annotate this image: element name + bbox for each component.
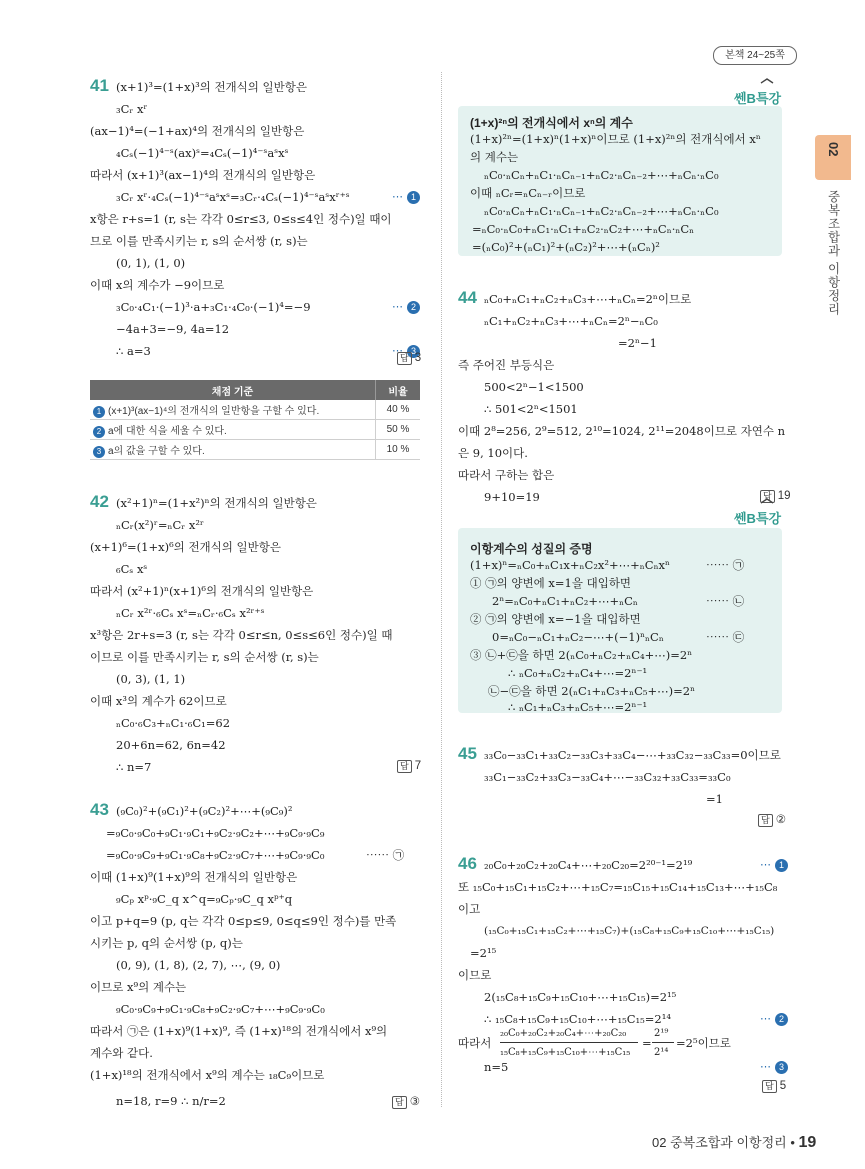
p41-line: (x+1)³=(1+x)³의 전개식의 일반항은 <box>116 80 307 94</box>
p46-line: ∴ ₁₅C₈+₁₅C₉+₁₅C₁₀+⋯+₁₅C₁₅=2¹⁴ <box>484 1012 671 1026</box>
grading-header-rate: 비율 <box>376 380 421 400</box>
box2-line: ① ㉠의 양변에 x=1을 대입하면 <box>470 576 632 590</box>
p43-tag: ⋯⋯ ㉠ <box>366 848 405 862</box>
fraction-bar <box>500 1042 638 1043</box>
p43-line: 이고 p+q=9 (p, q는 각각 0≤p≤9, 0≤q≤9인 정수)를 만족 <box>90 914 397 928</box>
problem-number-41: 41 <box>90 76 109 95</box>
p43-line: 계수와 같다. <box>90 1046 153 1060</box>
box2-tag: ⋯⋯ ㉠ <box>706 558 745 572</box>
box2-line: ③ ㉡+㉢을 하면 2(ₙC₀+ₙC₂+ₙC₄+⋯)=2ⁿ <box>470 648 693 662</box>
problem-number-42: 42 <box>90 492 109 511</box>
step-marker-3: ⋯ 3 <box>392 344 420 358</box>
p41-line: ₃C₀·₄C₁·(−1)³·a+₃C₁·₄C₀·(−1)⁴=−9 <box>116 300 311 314</box>
p41-line: ₃Cᵣ xʳ·₄Cₛ(−1)⁴⁻ˢaˢxˢ=₃Cᵣ·₄Cₛ(−1)⁴⁻ˢaˢxʳ⁺ˢ <box>116 190 350 204</box>
p42-answer: 답 7 <box>397 760 421 773</box>
p41-line: x항은 r+s=1 (r, s는 각각 0≤r≤3, 0≤s≤4인 정수)일 때이 <box>90 212 392 226</box>
p43-line: =₉C₀·₉C₉+₉C₁·₉C₈+₉C₂·₉C₇+⋯+₉C₉·₉C₀ <box>106 848 325 862</box>
p46-line: (₁₅C₀+₁₅C₁+₁₅C₂+⋯+₁₅C₇)+(₁₅C₈+₁₅C₉+₁₅C₁₀+⋯+₁₅C₁₅) <box>484 925 775 937</box>
p44-line: ∴ 501<2ⁿ<1501 <box>484 402 578 416</box>
p44-line: 은 9, 10이다. <box>458 446 528 460</box>
column-divider <box>441 72 442 1107</box>
grading-table <box>90 380 420 460</box>
page-reference: 본책 24~25쪽 <box>713 46 797 65</box>
p44-line: ₙC₁+ₙC₂+ₙC₃+⋯+ₙCₙ=2ⁿ−ₙC₀ <box>484 314 658 328</box>
step-marker-1: ⋯ 1 <box>392 190 420 204</box>
page-number: 19 <box>798 1134 817 1151</box>
p44-line: 9+10=19 <box>484 490 540 504</box>
p43-answer: 답 ③ <box>392 1094 420 1109</box>
box2-line: ② ㉠의 양변에 x=−1을 대입하면 <box>470 612 641 626</box>
box1-line: (1+x)²ⁿ=(1+x)ⁿ(1+x)ⁿ이므로 (1+x)²ⁿ의 전개식에서 xⁿ <box>470 132 761 146</box>
p45-line: ₃₃C₀−₃₃C₁+₃₃C₂−₃₃C₃+₃₃C₄−⋯+₃₃C₃₂−₃₃C₃₃=0이므로 <box>484 748 781 762</box>
p46-line: 2(₁₅C₈+₁₅C₉+₁₅C₁₀+⋯+₁₅C₁₅)=2¹⁵ <box>484 990 677 1004</box>
p44-line: 즉 주어진 부등식은 <box>458 358 555 372</box>
box2-line: 2ⁿ=ₙC₀+ₙC₁+ₙC₂+⋯+ₙCₙ <box>492 594 638 608</box>
grading-header-criteria: 채점 기준 <box>90 380 376 400</box>
p43-line: (₉C₀)²+(₉C₁)²+(₉C₂)²+⋯+(₉C₉)² <box>116 804 293 818</box>
p42-line: 20+6n=62, 6n=42 <box>116 738 226 752</box>
box1-line: ₙC₀·ₙCₙ+ₙC₁·ₙCₙ₋₁+ₙC₂·ₙCₙ₋₂+⋯+ₙCₙ·ₙC₀ <box>484 168 719 182</box>
p42-line: 따라서 (x²+1)ⁿ(x+1)⁶의 전개식의 일반항은 <box>90 584 314 598</box>
p44-line: 이때 2⁸=256, 2⁹=512, 2¹⁰=1024, 2¹¹=2048이므로 자연수 n <box>458 424 786 438</box>
box1-line: =(ₙC₀)²+(ₙC₁)²+(ₙC₂)²+⋯+(ₙCₙ)² <box>472 240 660 254</box>
box2-line: 0=ₙC₀−ₙC₁+ₙC₂−⋯+(−1)ⁿₙCₙ <box>492 630 664 644</box>
p41-line: (0, 1), (1, 0) <box>116 256 186 270</box>
page-footer: 02 중복조합과 이항정리 • 19 <box>652 1134 817 1151</box>
p45-line: =1 <box>706 792 723 806</box>
p43-line: 따라서 ㉠은 (1+x)⁹(1+x)⁹, 즉 (1+x)¹⁸의 전개식에서 x⁹의 <box>90 1024 388 1038</box>
fraction-bar <box>652 1042 674 1043</box>
grading-row: 3 a의 값을 구할 수 있다. 10 % <box>90 440 420 460</box>
p45-answer: 답 ② <box>758 812 786 827</box>
box2-line: ∴ ₙC₁+ₙC₃+ₙC₅+⋯=2ⁿ⁻¹ <box>508 700 648 714</box>
p43-line: 이므로 x⁹의 계수는 <box>90 980 187 994</box>
p46-equals: = <box>642 1036 652 1050</box>
box2-line: ㉡−㉢을 하면 2(ₙC₁+ₙC₃+ₙC₅+⋯)=2ⁿ <box>488 684 696 698</box>
p41-line: (ax−1)⁴=(−1+ax)⁴의 전개식의 일반항은 <box>90 124 305 138</box>
p43-line: (1+x)¹⁸의 전개식에서 x⁹의 계수는 ₁₈C₉이므로 <box>90 1068 325 1082</box>
p42-line: ₙCᵣ(x²)ʳ=ₙCᵣ x²ʳ <box>116 518 204 532</box>
p41-answer: 답 3 <box>397 352 421 365</box>
p42-line: ∴ n=7 <box>116 760 152 774</box>
special-label: 쎈B특강 <box>734 511 782 526</box>
p46-answer: 답 5 <box>762 1080 786 1093</box>
p46-line: 이고 <box>458 902 481 916</box>
p42-line: ₆Cₛ xˢ <box>116 562 148 576</box>
problem-number-46: 46 <box>458 854 477 873</box>
box1-line: ₙC₀·ₙCₙ+ₙC₁·ₙCₙ₋₁+ₙC₂·ₙCₙ₋₂+⋯+ₙCₙ·ₙC₀ <box>484 204 719 218</box>
p44-line: ₙC₀+ₙC₁+ₙC₂+ₙC₃+⋯+ₙCₙ=2ⁿ이므로 <box>484 292 692 306</box>
p46-line: =2¹⁵ <box>470 946 497 960</box>
p41-line: ∴ a=3 <box>116 344 151 358</box>
p44-line: =2ⁿ−1 <box>618 336 657 350</box>
p43-line: ₉C₀·₉C₉+₉C₁·₉C₈+₉C₂·₉C₇+⋯+₉C₉·₉C₀ <box>116 1002 325 1016</box>
p41-line: −4a+3=−9, 4a=12 <box>116 322 230 336</box>
box1-line: 의 계수는 <box>470 150 519 164</box>
caret-icon <box>760 78 774 84</box>
p43-line: ₉Cₚ xᵖ·₉C_q x^q=₉Cₚ·₉C_q xᵖ⁺q <box>116 892 293 906</box>
box1-line: 이때 ₙCᵣ=ₙCₙ₋ᵣ이므로 <box>470 186 586 200</box>
p46-fraction-numerator: ₂₀C₀+₂₀C₂+₂₀C₄+⋯+₂₀C₂₀ <box>500 1028 627 1039</box>
step-marker-2: ⋯ 2 <box>760 1012 788 1026</box>
p41-line: ₄Cₛ(−1)⁴⁻ˢ(ax)ˢ=₄Cₛ(−1)⁴⁻ˢaˢxˢ <box>116 146 289 160</box>
p42-line: x³항은 2r+s=3 (r, s는 각각 0≤r≤n, 0≤s≤6인 정수)일 때 <box>90 628 393 642</box>
box2-line: (1+x)ⁿ=ₙC₀+ₙC₁x+ₙC₂x²+⋯+ₙCₙxⁿ <box>470 558 671 572</box>
p42-line: 이므로 이를 만족시키는 r, s의 순서쌍 (r, s)는 <box>90 650 319 664</box>
p46-fraction2-denominator: 2¹⁴ <box>654 1047 669 1058</box>
problem-number-43: 43 <box>90 800 109 819</box>
p43-line: 이때 (1+x)⁹(1+x)⁹의 전개식의 일반항은 <box>90 870 298 884</box>
p46-line: 이므로 <box>458 968 492 982</box>
special-box-2-title: 이항계수의 성질의 증명 <box>470 542 593 556</box>
p42-line: (0, 3), (1, 1) <box>116 672 186 686</box>
p46-line: ₂₀C₀+₂₀C₂+₂₀C₄+⋯+₂₀C₂₀=2²⁰⁻¹=2¹⁹ <box>484 858 693 872</box>
box1-line: =ₙC₀·ₙC₀+ₙC₁·ₙC₁+ₙC₂·ₙC₂+⋯+ₙCₙ·ₙCₙ <box>472 222 695 236</box>
p41-line: ₃Cᵣ xʳ <box>116 102 148 116</box>
p43-line: =₉C₀·₉C₀+₉C₁·₉C₁+₉C₂·₉C₂+⋯+₉C₉·₉C₉ <box>106 826 325 840</box>
p46-line: 또 ₁₅C₀+₁₅C₁+₁₅C₂+⋯+₁₅C₇=₁₅C₁₅+₁₅C₁₄+₁₅C₁₃+⋯+₁₅C₈ <box>458 880 778 894</box>
p42-line: (x²+1)ⁿ=(1+x²)ⁿ의 전개식의 일반항은 <box>116 496 317 510</box>
p46-fraction2-numerator: 2¹⁹ <box>654 1028 669 1039</box>
grading-row: 1 (x+1)³(ax−1)⁴의 전개식의 일반항을 구할 수 있다. 40 % <box>90 400 420 420</box>
p43-line: 시키는 p, q의 순서쌍 (p, q)는 <box>90 936 243 950</box>
p45-line: ₃₃C₁−₃₃C₂+₃₃C₃−₃₃C₄+⋯−₃₃C₃₂+₃₃C₃₃=₃₃C₀ <box>484 770 731 784</box>
problem-number-45: 45 <box>458 744 477 763</box>
p42-line: 이때 x³의 계수가 62이므로 <box>90 694 227 708</box>
p44-answer: 답 19 <box>760 490 791 503</box>
box2-tag: ⋯⋯ ㉢ <box>706 630 745 644</box>
p46-fraction-denominator: ₁₅C₈+₁₅C₉+₁₅C₁₀+⋯+₁₅C₁₅ <box>500 1047 631 1058</box>
chapter-tab-number: 02 <box>826 142 841 157</box>
p41-line: 따라서 (x+1)³(ax−1)⁴의 전개식의 일반항은 <box>90 168 316 182</box>
p44-line: 500<2ⁿ−1<1500 <box>484 380 584 394</box>
special-box-1-title: (1+x)²ⁿ의 전개식에서 xⁿ의 계수 <box>470 116 633 130</box>
p41-line: 므로 이를 만족시키는 r, s의 순서쌍 (r, s)는 <box>90 234 308 248</box>
p46-line: n=5 <box>484 1060 509 1074</box>
p43-line: n=18, r=9 ∴ n/r=2 <box>116 1094 226 1108</box>
caret-icon <box>760 498 774 504</box>
box2-line: ∴ ₙC₀+ₙC₂+ₙC₄+⋯=2ⁿ⁻¹ <box>508 666 648 680</box>
step-marker-1: ⋯ 1 <box>760 858 788 872</box>
p46-line: 따라서 <box>458 1036 492 1050</box>
step-marker-2: ⋯ 2 <box>392 300 420 314</box>
step-marker-3: ⋯ 3 <box>760 1060 788 1074</box>
p42-line: ₙCᵣ x²ʳ·₆Cₛ xˢ=ₙCᵣ·₆Cₛ x²ʳ⁺ˢ <box>116 606 265 620</box>
p42-line: ₙC₀·₆C₃+ₙC₁·₆C₁=62 <box>116 716 231 730</box>
p46-line: =2⁵이므로 <box>676 1036 731 1050</box>
p41-line: 이때 x의 계수가 −9이므로 <box>90 278 225 292</box>
chapter-tab-title: 중복조합과 이항정리 <box>826 190 840 316</box>
box2-tag: ⋯⋯ ㉡ <box>706 594 745 608</box>
problem-number-44: 44 <box>458 288 477 307</box>
special-label: 쎈B특강 <box>734 91 782 106</box>
p42-line: (x+1)⁶=(1+x)⁶의 전개식의 일반항은 <box>90 540 281 554</box>
grading-row: 2 a에 대한 식을 세울 수 있다. 50 % <box>90 420 420 440</box>
p44-line: 따라서 구하는 합은 <box>458 468 555 482</box>
p43-line: (0, 9), (1, 8), (2, 7), ⋯, (9, 0) <box>116 958 281 972</box>
